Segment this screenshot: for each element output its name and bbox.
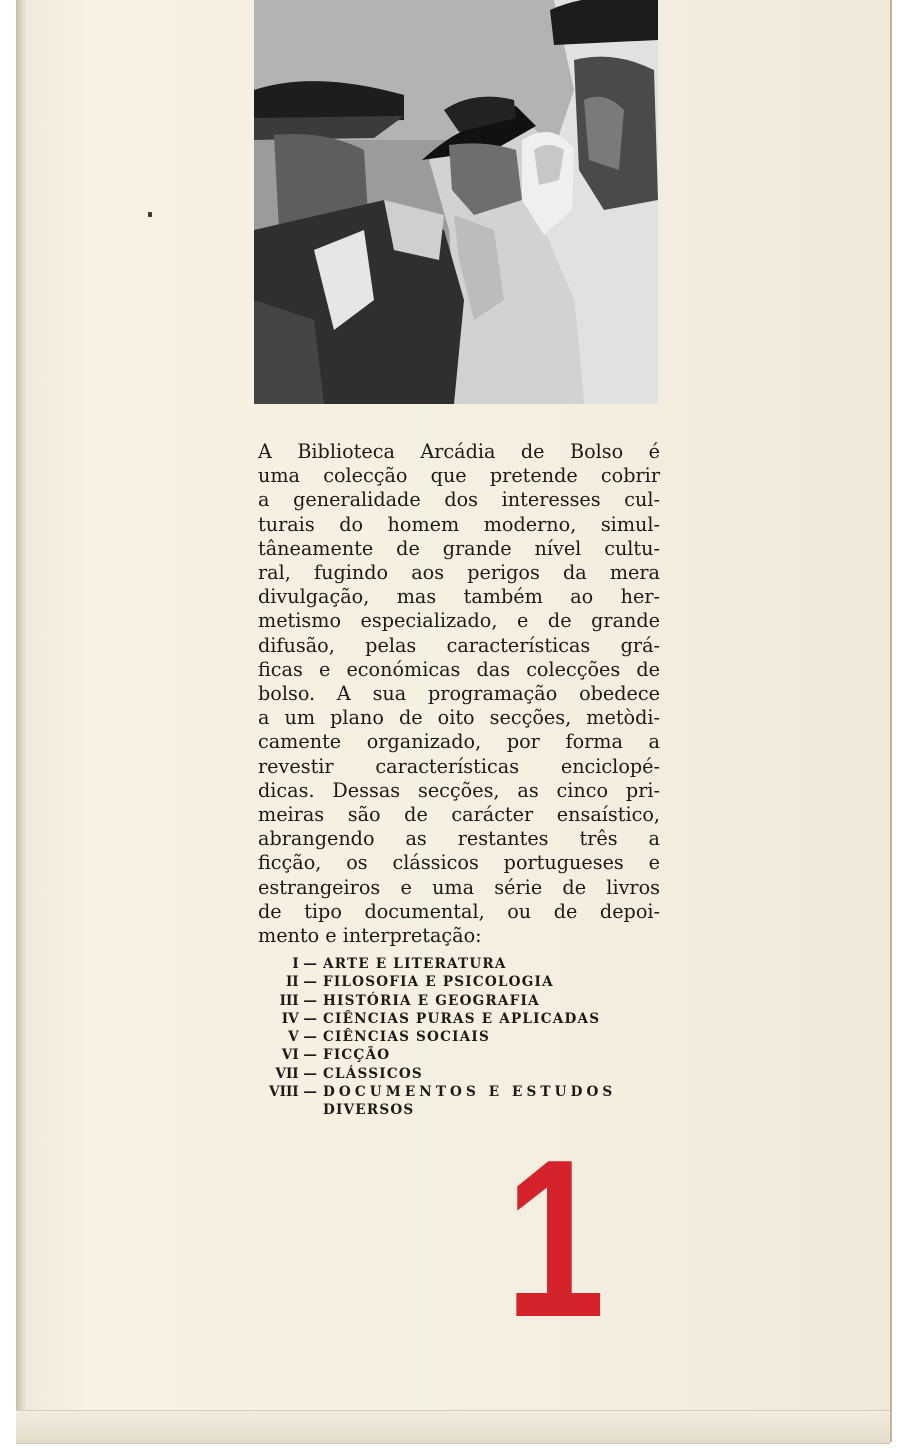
section-item — [252, 1083, 662, 1101]
description-line: uma colecção que pretende cobrir — [258, 464, 660, 488]
section-title: DIVERSOS — [323, 1102, 415, 1119]
section-number: I — — [292, 956, 317, 972]
ink-speck — [148, 212, 152, 217]
section-item — [252, 1010, 662, 1028]
description-line: estrangeiros e uma série de livros — [258, 875, 660, 899]
description-line: meiras são de carácter ensaístico, — [258, 803, 660, 827]
section-title: CIÊNCIAS SOCIAIS — [323, 1029, 490, 1046]
photo-men-in-hats — [254, 0, 658, 404]
section-number: VIII — — [269, 1084, 317, 1101]
description-line: difusão, pelas características grá- — [258, 633, 660, 657]
section-number: VII — — [275, 1065, 317, 1082]
description-line: bolso. A sua programação obedece — [258, 682, 660, 706]
cover-bottom-edge — [16, 1410, 890, 1443]
section-number: V — — [288, 1029, 317, 1046]
section-title: DOCUMENTOS E ESTUDOS — [323, 1084, 617, 1101]
description-line: ral, fugindo aos perigos da mera — [258, 561, 660, 585]
description-line: ficas e económicas das colecções de — [258, 657, 660, 681]
description-line: dicas. Dessas secções, as cinco pri- — [258, 778, 660, 802]
section-item — [252, 955, 662, 973]
description-line: A Biblioteca Arcádia de Bolso é — [258, 440, 660, 463]
section-number: VI — — [281, 1047, 317, 1064]
section-number: II — — [285, 974, 317, 991]
sections-list — [252, 955, 662, 1120]
section-number — [252, 1101, 323, 1119]
description-line: a generalidade dos interesses cul- — [258, 488, 660, 512]
description-line: revestir características enciclopé- — [258, 754, 660, 778]
section-title: HISTÓRIA E GEOGRAFIA — [323, 992, 540, 1009]
section-title: FICÇÃO — [323, 1047, 391, 1064]
description-line: de tipo documental, ou de depoi- — [258, 899, 660, 923]
description-line: mento e interpretação: — [258, 924, 482, 948]
description-line: turais do homem moderno, simul- — [258, 512, 660, 536]
description-line: metismo especializado, e de grande — [258, 609, 660, 633]
volume-number: 1 — [505, 1112, 606, 1364]
description-line: ficção, os clássicos portugueses e — [258, 851, 660, 875]
section-title: CLÁSSICOS — [323, 1065, 423, 1082]
cover-left-edge — [16, 0, 26, 1442]
section-item — [252, 1028, 662, 1046]
description-line: a um plano de oito secções, metòdi- — [258, 706, 660, 730]
section-number: III — — [279, 992, 317, 1009]
section-item — [252, 1065, 662, 1083]
section-item — [252, 992, 662, 1010]
section-item — [252, 1046, 662, 1064]
cover-photo — [254, 0, 658, 404]
description-line: tâneamente de grande nível cultu- — [258, 536, 660, 560]
collection-description — [258, 440, 660, 948]
section-title: ARTE E LITERATURA — [323, 956, 507, 972]
description-line: camente organizado, por forma a — [258, 730, 660, 754]
section-title: FILOSOFIA E PSICOLOGIA — [323, 974, 554, 991]
description-line: abrangendo as restantes três a — [258, 827, 660, 851]
section-item — [252, 973, 662, 991]
section-title: CIÊNCIAS PURAS E APLICADAS — [323, 1010, 601, 1027]
description-line: divulgação, mas também ao her- — [258, 585, 660, 609]
section-number: IV — — [281, 1010, 317, 1027]
